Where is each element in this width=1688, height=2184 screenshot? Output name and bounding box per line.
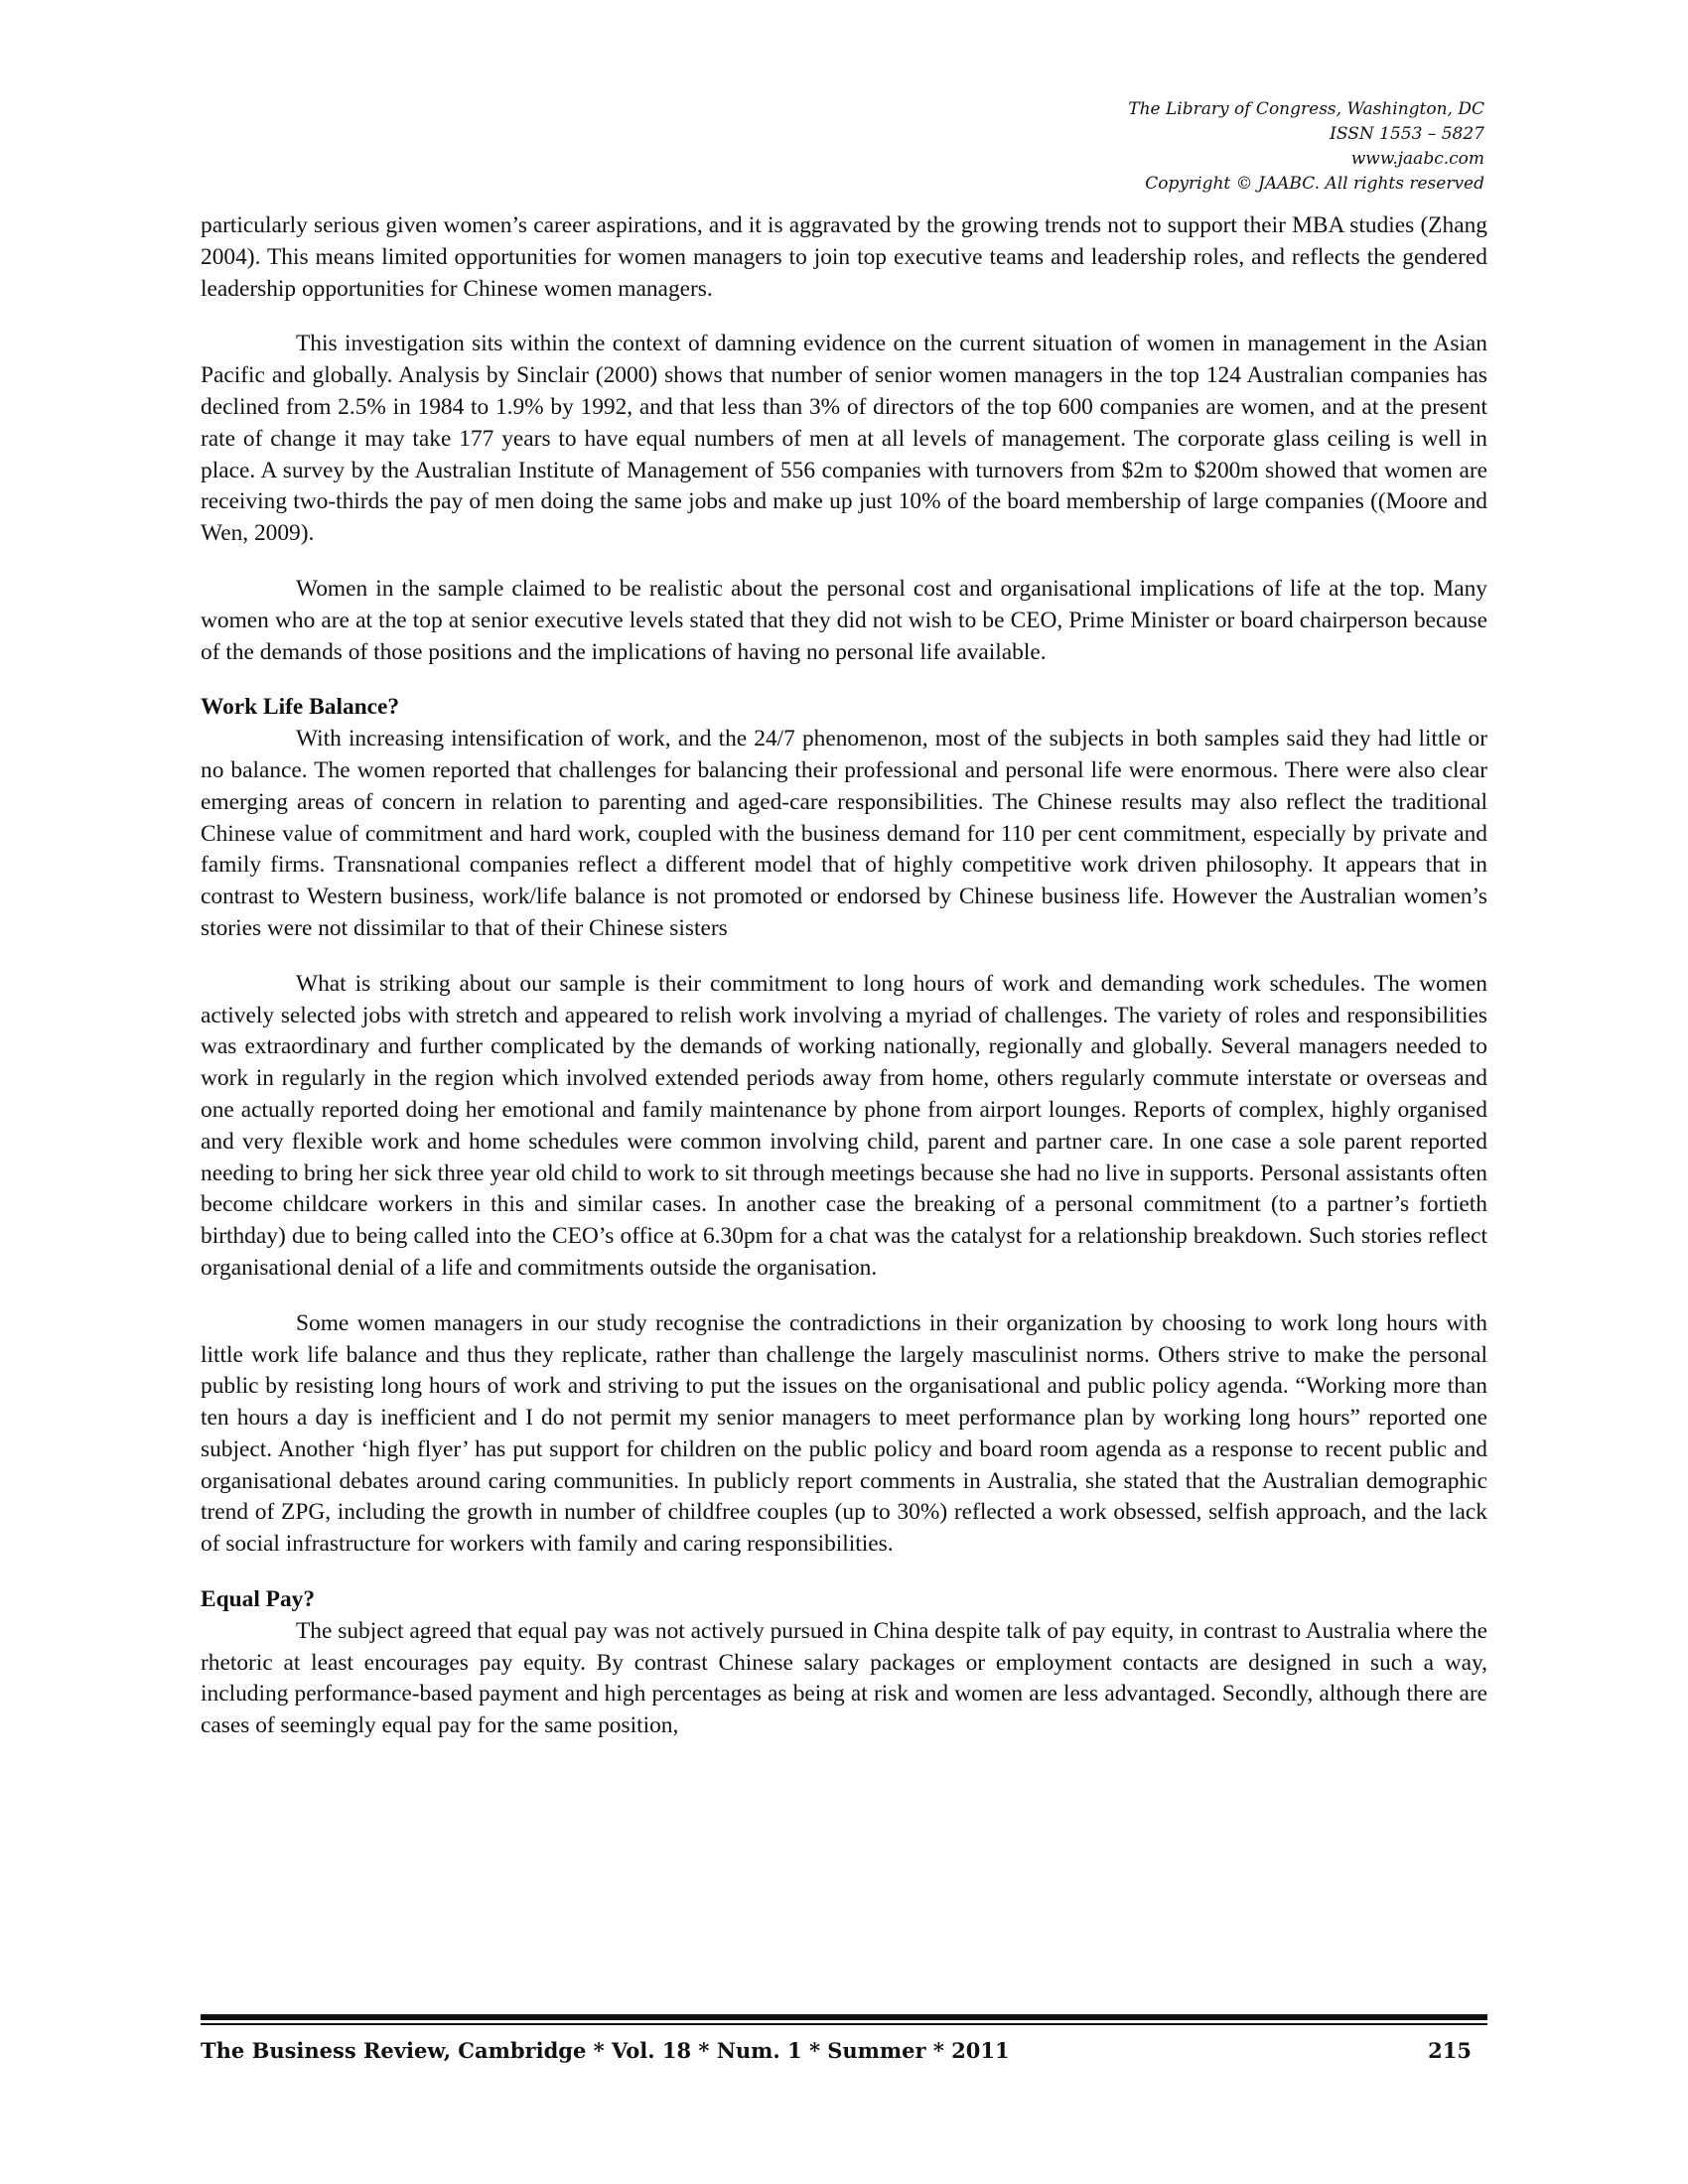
- footer-rule-thin: [201, 2023, 1487, 2025]
- article-body: [201, 210, 1487, 1766]
- paragraph-long-hours: What is striking about our sample is their commitment to long hours of work and demanding work schedules. The women actively selected jobs with stretch and appeared to relish work involving a myriad of challenges. The variety of roles and responsibilities was extraordinary and further complicated by the demands of working nationally, regionally and globally. Several managers needed to work in regularly in the region which involved extended periods away from home, others regularly commute interstate or overseas and one actually reported doing her emotional and family maintenance by phone from airport lounges. Reports of complex, highly organised and very flexible work and home schedules were common involving child, parent and partner care. In one case a sole parent reported needing to bring her sick three year old child to work to sit through meetings because she had no live in supports. Personal assistants often become childcare workers in this and similar cases. In another case the breaking of a personal commitment (to a partner’s fortieth birthday) due to being called into the CEO’s office at 6.30pm for a chat was the catalyst for a relationship breakdown. Such stories reflect organisational denial of a life and commitments outside the organisation.: [201, 970, 1487, 1281]
- paragraph-continuation: particularly serious given women’s career aspirations, and it is aggravated by the growing trends not to support their MBA studies (Zhang 2004). This means limited opportunities for women managers to join top executive teams and leadership roles, and reflects the gendered leadership opportunities for Chinese women managers.: [201, 212, 1487, 302]
- paragraph-realistic-cost: Women in the sample claimed to be realistic about the personal cost and organisational implications of life at the top. Many women who are at the top at senior executive levels stated that they did not wish to be CEO, Prime Minister or board chairperson because of the demands of those positions and the implications of having no personal life available.: [201, 575, 1487, 665]
- section-heading-work-life-balance: Work Life Balance?: [201, 694, 400, 721]
- footer-divider: [201, 2014, 1487, 2025]
- paragraph-context: This investigation sits within the context of damning evidence on the current situation of women in management in the Asian Pacific and globally. Analysis by Sinclair (2000) shows that number of senior women managers in the top 124 Australian companies has declined from 2.5% in 1984 to 1.9% by 1992, and that less than 3% of directors of the top 600 companies are women, and at the present rate of change it may take 177 years to have equal numbers of men at all levels of management. The corporate glass ceiling is well in place. A survey by the Australian Institute of Management of 556 companies with turnovers from $2m to $200m showed that women are receiving two-thirds the pay of men doing the same jobs and make up just 10% of the board membership of large companies ((Moore and Wen, 2009).: [201, 331, 1487, 547]
- header-library-line: The Library of Congress, Washington, DC: [1128, 99, 1484, 119]
- footer-journal-citation: The Business Review, Cambridge * Vol. 18 * Num. 1 * Summer * 2011: [201, 2038, 1010, 2063]
- header-issn-line: ISSN 1553 – 5827: [1330, 124, 1484, 144]
- header-copyright-line: Copyright © JAABC. All rights reserved: [1145, 174, 1484, 194]
- running-header: [1128, 97, 1484, 197]
- paragraph-equal-pay: The subject agreed that equal pay was not actively pursued in China despite talk of pay equity, in contrast to Australia where the rhetoric at least encourages pay equity. By contrast Chinese salary packages or employment contacts are designed in such a way, including performance-based payment and high percentages as being at risk and women are less advantaged. Secondly, although there are cases of seemingly equal pay for the same position,: [201, 1617, 1487, 1739]
- footer-rule-thick: [201, 2014, 1487, 2020]
- section-heading-equal-pay: Equal Pay?: [201, 1586, 316, 1613]
- header-website-line: www.jaabc.com: [1350, 149, 1484, 169]
- paragraph-intensification: With increasing intensification of work, and the 24/7 phenomenon, most of the subjects in both samples said they had little or no balance. The women reported that challenges for balancing their professional and personal life were enormous. There were also clear emerging areas of concern in relation to parenting and aged-care responsibilities. The Chinese results may also reflect the traditional Chinese value of commitment and hard work, coupled with the business demand for 110 per cent commitment, especially by private and family firms. Transnational companies reflect a different model that of highly competitive work driven philosophy. It appears that in contrast to Western business, work/life balance is not promoted or endorsed by Chinese business life. However the Australian women’s stories were not dissimilar to that of their Chinese sisters: [201, 726, 1487, 941]
- page-number: 215: [1428, 2038, 1472, 2063]
- paragraph-contradictions: Some women managers in our study recognise the contradictions in their organization by choosing to work long hours with little work life balance and thus they replicate, rather than challenge the largely masculinist norms. Others strive to make the personal public by resisting long hours of work and striving to put the issues on the organisational and public policy agenda. “Working more than ten hours a day is inefficient and I do not permit my senior managers to meet performance plan by working long hours” reported one subject. Another ‘high flyer’ has put support for children on the public policy and board room agenda as a response to recent public and organisational debates around caring communities. In publicly report comments in Australia, she stated that the Australian demographic trend of ZPG, including the growth in number of childfree couples (up to 30%) reflected a work obsessed, selfish approach, and the lack of social infrastructure for workers with family and caring responsibilities.: [201, 1309, 1487, 1558]
